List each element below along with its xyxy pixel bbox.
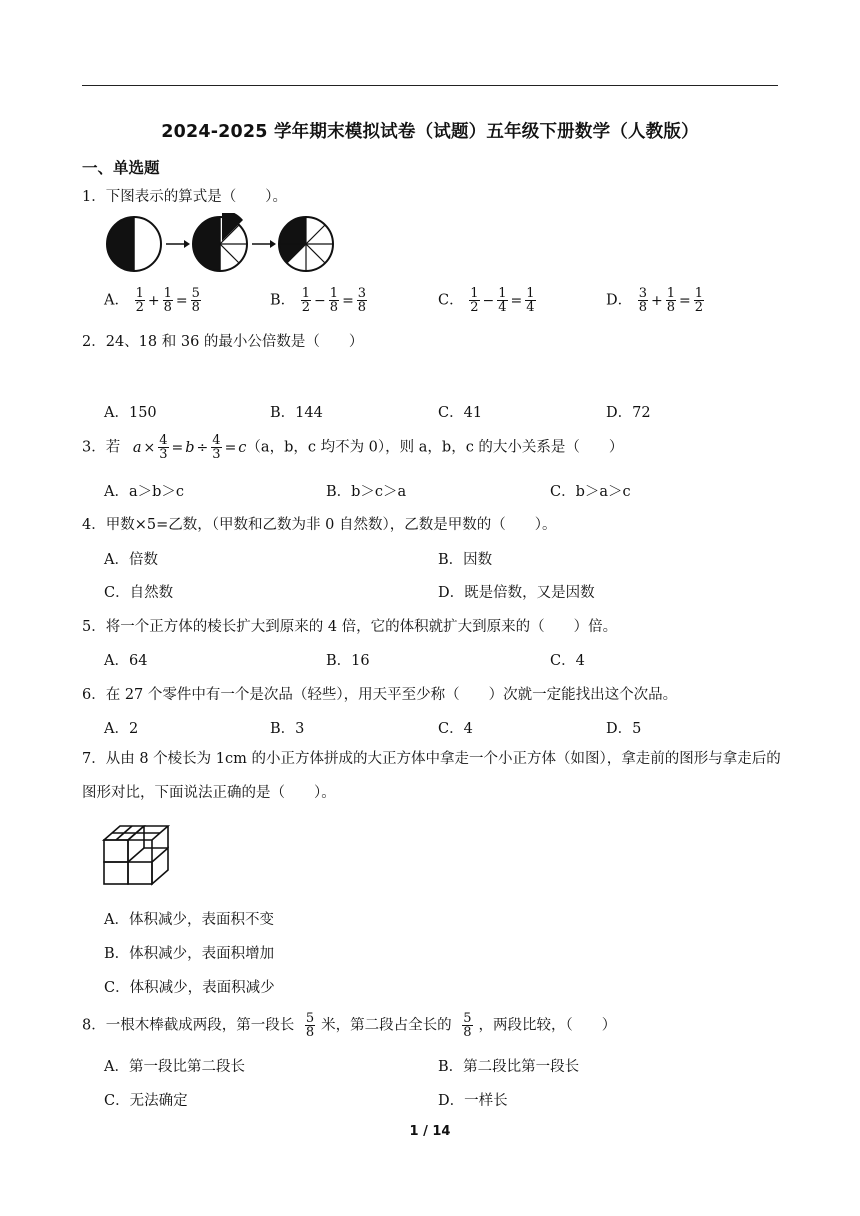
- fraction: [135, 287, 145, 314]
- q4-option-c: C．自然数: [104, 585, 174, 601]
- q5-option-a: A．64: [104, 653, 148, 669]
- q4-option-d: D．既是倍数，又是因数: [438, 585, 595, 601]
- cube-figure: [102, 822, 174, 888]
- fraction: [191, 287, 201, 314]
- numerator: 3: [357, 286, 367, 301]
- q1-option-b: B． $\frac{1}{2}$ − $\frac{1}{8}$ = $\frac{3}{8}$: [270, 286, 367, 315]
- fraction: [497, 287, 507, 314]
- arrow-icon: [166, 240, 190, 248]
- q3-option-c: C．b＞a＞c: [550, 484, 631, 500]
- denominator: 8: [357, 300, 367, 315]
- q6-option-a: A．2: [104, 721, 139, 737]
- denominator: 8: [666, 300, 676, 315]
- q7-option-b: B．体积减少，表面积增加: [104, 946, 275, 962]
- numerator: 5: [305, 1011, 315, 1026]
- circle-half-plus-eighth-icon: [193, 213, 247, 271]
- numerator: 1: [666, 286, 676, 301]
- denominator: 8: [305, 1025, 315, 1040]
- option-label: A．: [104, 292, 129, 309]
- denominator: 4: [498, 300, 507, 315]
- denominator: 2: [301, 300, 311, 315]
- question-4: 4．甲数×5=乙数，（甲数和乙数为非 0 自然数），乙数是甲数的（ ）。: [82, 517, 557, 533]
- option-label: B．: [270, 292, 296, 309]
- question-5: 5．将一个正方体的棱长扩大到原来的 4 倍，它的体积就扩大到原来的（ ）倍。: [82, 619, 618, 635]
- fraction: [462, 1012, 472, 1039]
- denominator: 8: [163, 300, 172, 315]
- fraction: [469, 287, 479, 314]
- q8-part2: 米，第二段占全长的: [321, 1017, 452, 1034]
- q2-option-c: C．41: [438, 405, 483, 421]
- fraction-circles-figure: [104, 213, 336, 275]
- q5-option-b: B．16: [326, 653, 370, 669]
- fraction: [525, 287, 535, 314]
- fraction: [357, 287, 367, 314]
- fraction: [666, 287, 676, 314]
- denominator: 2: [135, 300, 144, 315]
- q3-option-b: B．b＞c＞a: [326, 484, 407, 500]
- q1-option-c: C． $\frac{1}{2}$ − $\frac{1}{4}$ = $\frac{1}{4}$: [438, 286, 535, 315]
- operator: −: [482, 292, 495, 309]
- q7-option-c: C．体积减少，表面积减少: [104, 980, 275, 996]
- operator: −: [314, 292, 326, 309]
- q3-prefix: 3．若: [82, 439, 121, 456]
- denominator: 8: [329, 300, 339, 315]
- question-2: 2．24、18 和 36 的最小公倍数是（ ）: [82, 334, 364, 350]
- numerator: 1: [498, 286, 507, 301]
- q8-option-b: B．第二段比第一段长: [438, 1059, 580, 1075]
- question-3: 3．若 a × $\frac{4}{3}$ = b ÷ $\frac{4}{3}$ = c（a，b，c 均不为 0），则 a，b，c 的大小关系是（ ）: [82, 433, 624, 462]
- fraction: [211, 434, 221, 461]
- numerator: 1: [526, 286, 535, 301]
- numerator: 5: [463, 1011, 472, 1026]
- page-title: 2024-2025 学年期末模拟试卷（试题）五年级下册数学（人教版）: [161, 122, 699, 142]
- question-7: 7．从由 8 个棱长为 1cm 的小正方体拼成的大正方体中拿走一个小正方体（如图），拿走前的图形与拿走后的图形对比，下面说法正确的是（ ）。: [82, 751, 781, 801]
- q8-part3: ，两段比较，（ ）: [478, 1017, 617, 1034]
- operator: +: [651, 292, 663, 309]
- operator: +: [147, 292, 160, 309]
- denominator: 8: [638, 300, 648, 315]
- numerator: 1: [301, 286, 311, 301]
- numerator: 1: [163, 286, 172, 301]
- arrow-icon: [252, 240, 276, 248]
- denominator: 4: [526, 300, 535, 315]
- q2-option-a: A．150: [104, 405, 157, 421]
- denominator: 8: [463, 1025, 472, 1040]
- q8-option-d: D．一样长: [438, 1093, 508, 1109]
- q8-option-a: A．第一段比第二段长: [104, 1059, 245, 1075]
- q7-option-a: A．体积减少，表面积不变: [104, 912, 274, 928]
- denominator: 2: [694, 300, 704, 315]
- q3-suffix: （a，b，c 均不为 0），则 a，b，c 的大小关系是（ ）: [246, 439, 624, 456]
- fraction: [163, 287, 173, 314]
- fraction: [305, 1012, 315, 1039]
- numerator: 1: [329, 286, 339, 301]
- q8-part1: 8．一根木棒截成两段，第一段长: [82, 1017, 295, 1034]
- q1-option-a: A． $\frac{1}{2}$ + $\frac{1}{8}$ = $\frac{5}{8}$: [104, 286, 200, 315]
- q6-option-d: D．5: [606, 721, 642, 737]
- q4-option-b: B．因数: [438, 552, 493, 568]
- denominator: 3: [159, 447, 168, 462]
- option-label: D．: [606, 292, 633, 309]
- denominator: 3: [212, 447, 221, 462]
- q1-option-d: D． $\frac{3}{8}$ + $\frac{1}{8}$ = $\frac{1}{2}$: [606, 286, 704, 315]
- page-number: 1 / 14: [409, 1124, 451, 1139]
- numerator: 1: [694, 286, 704, 301]
- numerator: 4: [212, 433, 221, 448]
- fraction: [158, 434, 168, 461]
- option-label: C．: [438, 292, 464, 309]
- fraction: [694, 287, 704, 314]
- q2-option-d: D．72: [606, 405, 651, 421]
- circle-three-eighths-icon: [279, 217, 333, 271]
- question-1: 1．下图表示的算式是（ ）。: [82, 189, 287, 205]
- fraction: [301, 287, 311, 314]
- q2-option-b: B．144: [270, 405, 323, 421]
- numerator: 1: [470, 286, 479, 301]
- denominator: 2: [470, 300, 479, 315]
- numerator: 5: [191, 286, 200, 301]
- q6-option-b: B．3: [270, 721, 305, 737]
- fraction: [638, 287, 648, 314]
- fraction: [329, 287, 339, 314]
- section-heading: 一、单选题: [82, 159, 160, 177]
- q5-option-c: C．4: [550, 653, 585, 669]
- q6-option-c: C．4: [438, 721, 473, 737]
- numerator: 1: [135, 286, 144, 301]
- question-8: [82, 1012, 616, 1039]
- question-6: 6．在 27 个零件中有一个是次品（轻些），用天平至少称（ ）次就一定能找出这个次品。: [82, 687, 678, 703]
- header-rule: [82, 85, 778, 86]
- q8-option-c: C．无法确定: [104, 1093, 188, 1109]
- q3-option-a: A．a＞b＞c: [104, 484, 185, 500]
- circle-half-icon: [107, 217, 161, 271]
- denominator: 8: [191, 300, 200, 315]
- numerator: 3: [638, 286, 648, 301]
- q4-option-a: A．倍数: [104, 552, 158, 568]
- numerator: 4: [159, 433, 168, 448]
